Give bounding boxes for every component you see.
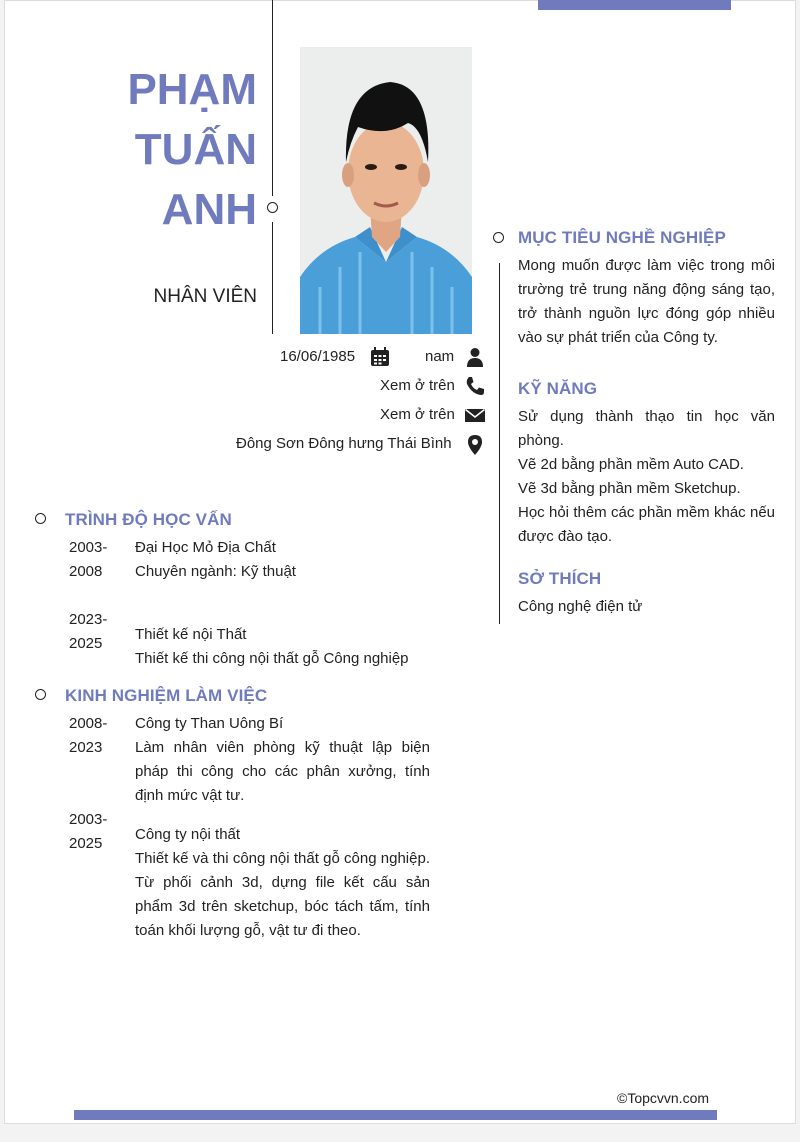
objective-heading: MỤC TIÊU NGHỀ NGHIỆP	[518, 228, 726, 247]
year-start: 2008-	[69, 715, 108, 732]
education-year	[69, 536, 119, 584]
objective-timeline-dot	[493, 232, 504, 243]
name-line: TUẤN	[134, 125, 257, 174]
header-divider-line-top	[272, 0, 273, 196]
experience-desc: Làm nhân viên phòng kỹ thuật lập biện pháp thi công cho các phân xưởng, tính định mức vật tư.	[135, 739, 430, 804]
education-entry	[135, 623, 435, 671]
year-start: 2003-	[69, 539, 108, 556]
education-timeline-dot	[35, 513, 46, 524]
experience-year	[69, 808, 119, 856]
profile-photo	[300, 47, 472, 334]
education-heading: TRÌNH ĐỘ HỌC VẤN	[65, 510, 232, 529]
education-entry	[135, 536, 430, 584]
skill-item: Vẽ 2d bằng phần mềm Auto CAD.	[518, 456, 744, 473]
header-timeline-dot	[267, 202, 278, 213]
year-end: 2023	[69, 739, 103, 756]
right-column-line	[499, 263, 500, 624]
experience-entry	[135, 712, 430, 808]
year-end: 2008	[69, 563, 103, 580]
email: Xem ở trên	[380, 406, 455, 423]
year-end: 2025	[69, 835, 103, 852]
full-name	[127, 60, 257, 240]
experience-desc: Thiết kế và thi công nội thất gỗ công nghiệp. Từ phối cảnh 3d, dựng file kết cấu sản phẩm 3d trên sketchup, bóc tách tấm, tính toán khối lượng gỗ, vật tư đi theo.	[135, 850, 430, 939]
experience-entry	[135, 823, 430, 943]
profile-photo-illustration	[300, 47, 472, 334]
birthdate: 16/06/1985	[280, 348, 356, 365]
skill-item: Vẽ 3d bằng phần mềm Sketchup.	[518, 480, 741, 497]
objective-text: Mong muốn được làm việc trong môi trường trẻ trung năng động sáng tạo, trở thành nguồn lực đóng góp nhiều vào sự phát triển của Công ty.	[518, 257, 775, 346]
skill-item: Sử dụng thành thạo tin học văn phòng.	[518, 408, 775, 449]
education-desc: Chuyên ngành: Kỹ thuật	[135, 563, 296, 580]
address: Đông Sơn Đông hưng Thái Bình	[236, 435, 452, 452]
hobbies-text: Công nghệ điện tử	[518, 598, 643, 615]
experience-timeline-dot	[35, 689, 46, 700]
name-line: ANH	[161, 185, 257, 234]
education-year	[69, 608, 119, 656]
header-divider-line-bottom	[272, 222, 273, 334]
experience-heading: KINH NGHIỆM LÀM VIỆC	[65, 686, 268, 705]
name-line: PHẠM	[127, 65, 257, 114]
education-school: Thiết kế nội Thất	[135, 626, 247, 643]
experience-company: Công ty Than Uông Bí	[135, 715, 284, 732]
experience-year	[69, 712, 119, 760]
hobbies-heading: SỞ THÍCH	[518, 569, 602, 588]
bottom-accent-bar	[74, 1110, 717, 1120]
skills-heading: KỸ NĂNG	[518, 379, 598, 398]
top-accent-bar	[538, 0, 731, 10]
phone-icon	[465, 376, 485, 396]
job-position: NHÂN VIÊN	[153, 286, 257, 307]
envelope-icon	[465, 405, 485, 425]
gender: nam	[425, 348, 455, 365]
experience-company: Công ty nội thất	[135, 826, 241, 843]
phone: Xem ở trên	[380, 377, 455, 394]
copyright: ©Topcvvn.com	[617, 1090, 710, 1106]
skill-item: Học hỏi thêm các phần mềm khác nếu được đào tạo.	[518, 504, 775, 545]
education-school: Đại Học Mỏ Địa Chất	[135, 539, 276, 556]
year-end: 2025	[69, 635, 103, 652]
year-start: 2003-	[69, 811, 108, 828]
year-start: 2023-	[69, 611, 108, 628]
skills-list	[518, 405, 775, 549]
education-desc: Thiết kế thi công nội thất gỗ Công nghiệp	[135, 650, 409, 667]
user-icon	[465, 347, 485, 367]
calendar-icon	[370, 347, 390, 367]
map-pin-icon	[465, 434, 485, 454]
